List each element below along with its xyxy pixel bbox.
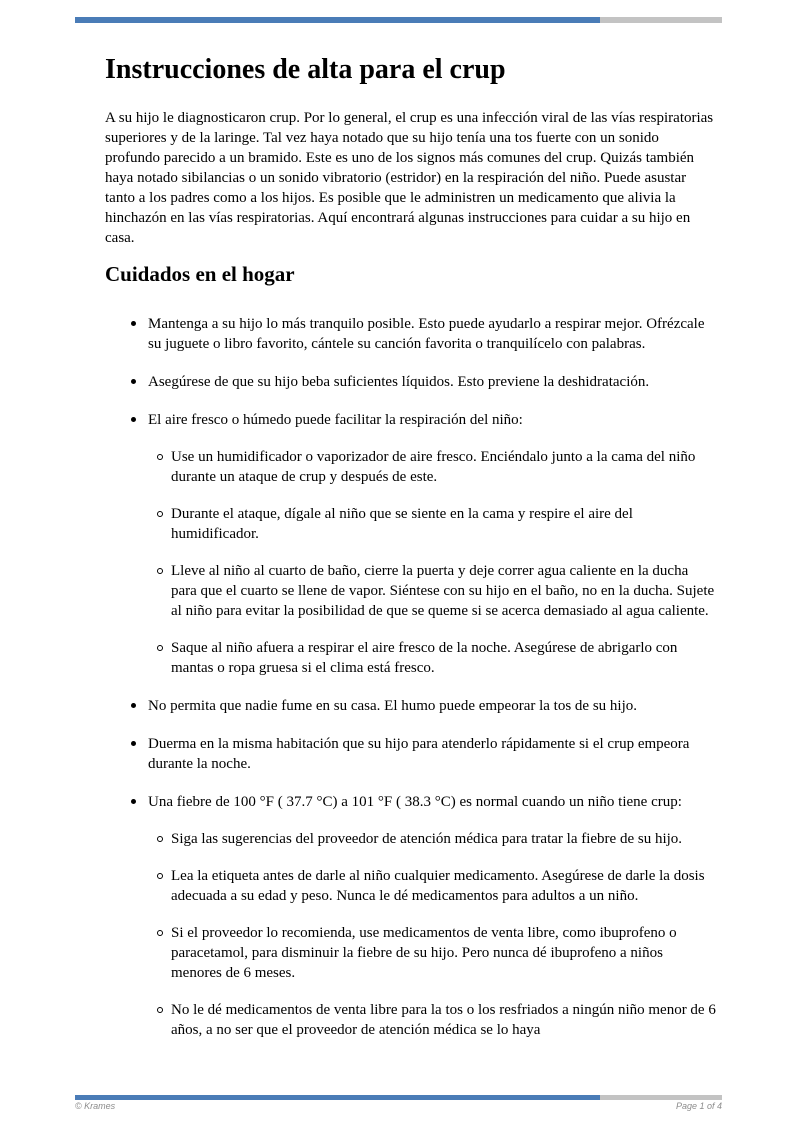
sub-list	[148, 447, 717, 678]
header-divider-gray-segment	[600, 17, 722, 23]
sub-list-item-text: Use un humidificador o vaporizador de aire fresco. Enciéndalo junto a la cama del niño durante un ataque de crup y después de este.	[171, 449, 696, 485]
list-item	[130, 792, 717, 1040]
list-item-text: Mantenga a su hijo lo más tranquilo posible. Esto puede ayudarlo a respirar mejor. Ofrézcale su juguete o libro favorito, cántele su canción favorita o tranquilícelo con palabras.	[148, 316, 705, 352]
sub-list-item	[148, 504, 717, 544]
care-list	[105, 314, 717, 1040]
list-item-text: Asegúrese de que su hijo beba suficientes líquidos. Esto previene la deshidratación.	[148, 374, 650, 390]
page-number: Page 1 of 4	[675, 1101, 722, 1111]
sub-list-item-text: Lea la etiqueta antes de darle al niño cualquier medicamento. Asegúrese de darle la dosis adecuada a su edad y peso. Nunca le dé medicamentos para adultos a un niño.	[171, 868, 705, 904]
intro-paragraph: A su hijo le diagnosticaron crup. Por lo general, el crup es una infección viral de las vías respiratorias superiores y de la laringe. Tal vez haya notado que su hijo tenía una tos fuerte con un sonido profundo parecido a un bramido. Este es uno de los signos más comunes del crup. Quizás también haya notado sibilancias o un sonido vibratorio (estridor) en la respiración del niño. Puede asustar tanto a los padres como a los hijos. Es posible que le administren un medicamento que alivia la hinchazón en las vías respiratorias. Aquí encontrará algunas instrucciones para cuidar a su hijo en casa.	[105, 110, 714, 246]
page-title: Instrucciones de alta para el crup	[105, 54, 506, 85]
footer-divider	[75, 1095, 722, 1100]
sub-list-item	[148, 829, 717, 849]
sub-list-item-text: Si el proveedor lo recomienda, use medicamentos de venta libre, como ibuprofeno o paracetamol, para disminuir la fiebre de su hijo. Pero nunca dé ibuprofeno a niños menores de 6 meses.	[171, 925, 677, 981]
list-item	[130, 410, 717, 678]
sub-list-item-text: Lleve al niño al cuarto de baño, cierre la puerta y deje correr agua caliente en la ducha para que el cuarto se llene de vapor. Siéntese con su hijo en el baño, no en la ducha. Sujete al niño para evitar la posibilidad de que se queme si se acerca demasiado al agua caliente.	[171, 563, 715, 619]
header-divider-blue-segment	[75, 17, 600, 23]
sub-list-item	[148, 561, 717, 621]
header-divider	[75, 17, 722, 23]
list-item	[130, 314, 717, 354]
footer-divider-blue-segment	[75, 1095, 600, 1100]
sub-list-item	[148, 447, 717, 487]
sub-list-item-text: Saque al niño afuera a respirar el aire fresco de la noche. Asegúrese de abrigarlo con mantas o ropa gruesa si el clima está fresco.	[171, 640, 678, 676]
page-footer	[75, 1101, 722, 1111]
list-item-text: Una fiebre de 100 °F ( 37.7 °C) a 101 °F ( 38.3 °C) es normal cuando un niño tiene crup:	[148, 794, 682, 810]
sub-list-item	[148, 866, 717, 906]
document-content	[105, 54, 717, 1058]
sub-list-item-text: Siga las sugerencias del proveedor de atención médica para tratar la fiebre de su hijo.	[171, 831, 683, 847]
list-item	[130, 372, 717, 392]
sub-list	[148, 829, 717, 1040]
list-item-text: No permita que nadie fume en su casa. El humo puede empeorar la tos de su hijo.	[148, 698, 638, 714]
list-item	[130, 696, 717, 716]
copyright-text: © Krames	[75, 1101, 116, 1111]
sub-list-item-text: Durante el ataque, dígale al niño que se siente en la cama y respire el aire del humidificador.	[171, 506, 633, 542]
list-item-text: Duerma en la misma habitación que su hijo para atenderlo rápidamente si el crup empeora durante la noche.	[148, 736, 690, 772]
sub-list-item	[148, 923, 717, 983]
sub-list-item	[148, 638, 717, 678]
footer-divider-gray-segment	[600, 1095, 722, 1100]
list-item	[130, 734, 717, 774]
sub-list-item	[148, 1000, 717, 1040]
list-item-text: El aire fresco o húmedo puede facilitar la respiración del niño:	[148, 412, 523, 428]
section-heading: Cuidados en el hogar	[105, 262, 295, 286]
sub-list-item-text: No le dé medicamentos de venta libre para la tos o los resfriados a ningún niño menor de 6 años, a no ser que el proveedor de atención médica se lo haya	[171, 1002, 716, 1038]
